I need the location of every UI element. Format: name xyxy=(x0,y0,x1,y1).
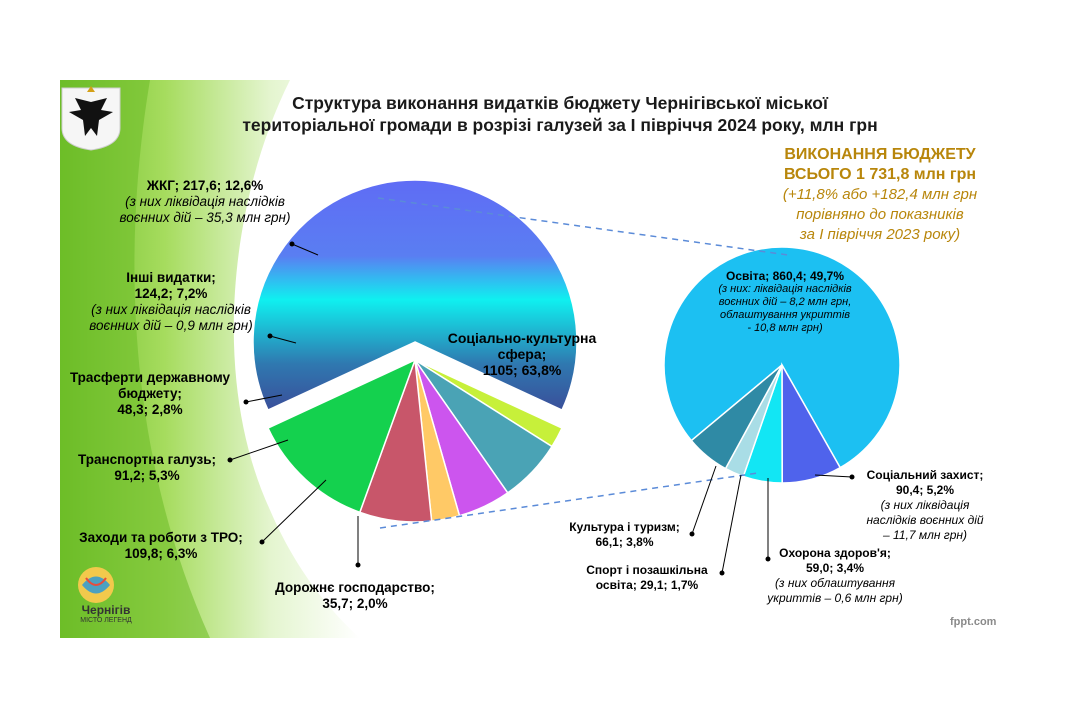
label-soc-kult-main-1: Соціально-культурна xyxy=(447,330,597,346)
label-zhkg xyxy=(100,178,310,226)
label-kultura-main-1: Культура і туризм; xyxy=(569,520,680,534)
label-tro-main-1: Заходи та роботи з ТРО; xyxy=(79,530,243,545)
coat-of-arms xyxy=(62,86,120,150)
label-dorozhne-main-1: Дорожнє господарство; xyxy=(275,580,435,595)
label-inshi xyxy=(66,270,276,334)
label-transport-main-1: Транспортна галузь; xyxy=(77,452,216,467)
title-line-1: Структура виконання видатків бюджету Чернігівської міської xyxy=(292,93,828,113)
label-osvita-note-1: (з них: ліквідація наслідків xyxy=(718,283,852,295)
label-osvita xyxy=(685,270,885,335)
label-transfer-main-1: Трасферти державному xyxy=(69,370,231,385)
label-dorozhne xyxy=(255,580,455,612)
label-osvita-main: Освіта; 860,4; 49,7% xyxy=(726,269,844,283)
title-line-2: територіальної громади в розрізі галузей за І півріччя 2024 року, млн грн xyxy=(242,115,878,135)
label-osvita-note-2: воєнних дій – 8,2 млн грн, xyxy=(718,296,852,308)
label-transport xyxy=(62,452,232,484)
label-osvita-note-3: облаштування укриттів xyxy=(719,309,851,321)
total-line-2: ВСЬОГО 1 731,8 млн грн xyxy=(783,166,977,183)
label-inshi-note-2: воєнних дій – 0,9 млн грн) xyxy=(89,318,253,333)
label-soc-kult-main-3: 1105; 63,8% xyxy=(482,362,562,378)
label-sport-main-1: Спорт і позашкільна xyxy=(586,563,708,577)
label-transfer xyxy=(60,370,240,418)
label-tro xyxy=(62,530,260,562)
label-transfer-main-2: бюджету; xyxy=(118,386,182,401)
leader-dot-inshi xyxy=(268,334,273,339)
label-ohorona-main-1: Охорона здоров'я; xyxy=(779,546,891,560)
budget-total-block xyxy=(760,145,1000,245)
label-inshi-main-2: 124,2; 7,2% xyxy=(134,286,208,301)
label-kultura-main-2: 66,1; 3,8% xyxy=(595,535,654,549)
label-inshi-main-1: Інші видатки; xyxy=(126,270,216,285)
label-zhkg-note-1: (з них ліквідація наслідків xyxy=(125,194,285,209)
label-soc-zahyst xyxy=(850,468,1000,543)
label-dorozhne-main-2: 35,7; 2,0% xyxy=(322,596,388,611)
total-line-3: (+11,8% або +182,4 млн грн xyxy=(782,186,978,203)
leader-dot-transfer xyxy=(244,400,249,405)
label-tro-main-2: 109,8; 6,3% xyxy=(124,546,198,561)
total-line-5: за І півріччя 2023 року) xyxy=(799,226,961,243)
city-logo xyxy=(78,567,114,603)
total-line-4: порівняно до показників xyxy=(796,206,964,223)
label-osvita-note-4: - 10,8 млн грн) xyxy=(747,322,823,334)
chart-title xyxy=(240,92,880,136)
label-soc-zahyst-main-2: 90,4; 5,2% xyxy=(895,483,955,497)
label-sport-main-2: освіта; 29,1; 1,7% xyxy=(595,578,699,592)
leader-dot-zhkg xyxy=(290,242,295,247)
watermark: fppt.com xyxy=(950,616,997,628)
label-zhkg-note-2: воєнних дій – 35,3 млн грн) xyxy=(119,210,291,225)
slide xyxy=(60,80,1022,638)
label-ohorona xyxy=(750,546,920,606)
label-soc-kult xyxy=(432,330,612,378)
label-inshi-note-1: (з них ліквідація наслідків xyxy=(91,302,251,317)
label-soc-zahyst-main-1: Соціальний захист; xyxy=(866,468,984,482)
total-line-1: ВИКОНАННЯ БЮДЖЕТУ xyxy=(784,146,976,163)
leader-dot-dorozhne xyxy=(356,563,361,568)
label-transfer-main-3: 48,3; 2,8% xyxy=(117,402,183,417)
label-ohorona-main-2: 59,0; 3,4% xyxy=(805,561,865,575)
label-soc-zahyst-note-2: наслідків воєнних дій xyxy=(866,513,984,527)
label-zhkg-main: ЖКГ; 217,6; 12,6% xyxy=(146,178,264,193)
label-soc-zahyst-note-1: (з них ліквідація xyxy=(880,498,970,512)
label-soc-zahyst-note-3: – 11,7 млн грн) xyxy=(883,528,967,542)
city-logo-slogan: МІСТО ЛЕГЕНД xyxy=(80,617,132,624)
label-transport-main-2: 91,2; 5,3% xyxy=(114,468,180,483)
label-kultura xyxy=(557,520,692,550)
label-ohorona-note-1: (з них облаштування xyxy=(774,576,896,590)
label-ohorona-note-2: укриттів – 0,6 млн грн) xyxy=(767,591,903,605)
leader-dot-tro xyxy=(260,540,265,545)
label-sport xyxy=(572,563,722,593)
label-soc-kult-main-2: сфера; xyxy=(497,346,547,362)
city-logo-name: Чернігів xyxy=(81,603,131,617)
